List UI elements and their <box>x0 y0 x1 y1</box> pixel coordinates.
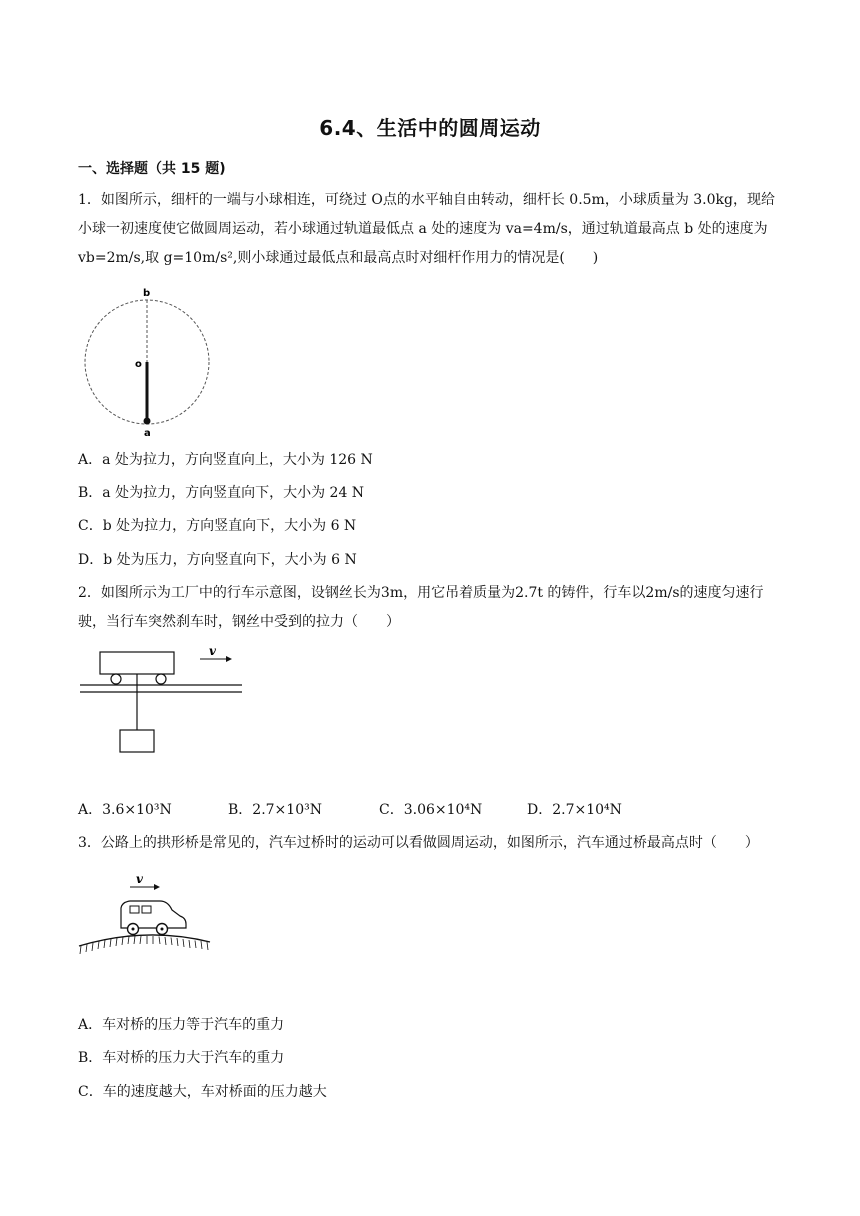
velocity-arrow-head <box>226 656 232 662</box>
wheel-left <box>111 674 121 684</box>
casting-block <box>120 730 154 752</box>
car-window-2 <box>142 906 151 913</box>
label-b: b <box>143 288 151 299</box>
q1-option-c[interactable]: C．b 处为拉力，方向竖直向下，大小为 6 N <box>78 518 357 534</box>
question-1-figure <box>78 284 218 440</box>
q1-option-d[interactable]: D．b 处为压力，方向竖直向下，大小为 6 N <box>78 552 357 568</box>
velocity-label: v <box>136 872 143 886</box>
label-o: o <box>135 359 142 370</box>
q3-option-a[interactable]: A．车对桥的压力等于汽车的重力 <box>78 1017 285 1033</box>
q2-options <box>78 799 778 819</box>
q2-option-b[interactable]: B．2.7×10³N <box>228 802 322 818</box>
question-3-figure <box>76 870 214 960</box>
q3-option-c[interactable]: C．车的速度越大，车对桥面的压力越大 <box>78 1084 327 1100</box>
section-heading: 一、选择题（共 15 题) <box>78 161 226 177</box>
question-1-text: 1．如图所示，细杆的一端与小球相连，可绕过 O点的水平轴自由转动，细杆长 0.5m，小球质量为 3.0kg，现给小球一初速度使它做圆周运动，若小球通过轨道最低点 a 处的速度为 va=4m/s，通过轨道最高点 b 处的速度为 vb=2m/s,取 g=10m/s²,则小球通过最低点和最高点时对细杆作用力的情况是( ) <box>78 192 775 266</box>
bridge-hatching <box>80 936 208 954</box>
q2-option-c[interactable]: C．3.06×10⁴N <box>379 802 483 818</box>
label-a: a <box>144 428 151 439</box>
crane-carriage <box>100 652 174 674</box>
q3-option-b[interactable]: B．车对桥的压力大于汽车的重力 <box>78 1050 285 1066</box>
q2-option-d[interactable]: D．2.7×10⁴N <box>527 802 622 818</box>
wheel-right <box>156 674 166 684</box>
velocity-label: v <box>209 644 216 658</box>
q2-option-a[interactable]: A．3.6×10³N <box>78 802 172 818</box>
question-2-figure <box>78 644 248 756</box>
question-2-text: 2．如图所示为工厂中的行车示意图，设钢丝长为3m，用它吊着质量为2.7t 的铸件，行车以2m/s的速度匀速行驶，当行车突然刹车时，钢丝中受到的拉力（ ） <box>78 585 764 630</box>
q1-option-a[interactable]: A．a 处为拉力，方向竖直向上，大小为 126 N <box>78 452 373 468</box>
car-window-1 <box>130 906 139 913</box>
question-3-text: 3．公路上的拱形桥是常见的，汽车过桥时的运动可以看做圆周运动，如图所示，汽车通过桥最高点时（ ） <box>78 835 759 851</box>
page-title: 6.4、生活中的圆周运动 <box>319 116 541 140</box>
ball <box>144 418 151 425</box>
velocity-arrow-head <box>154 884 160 890</box>
q1-option-b[interactable]: B．a 处为拉力，方向竖直向下，大小为 24 N <box>78 485 365 501</box>
